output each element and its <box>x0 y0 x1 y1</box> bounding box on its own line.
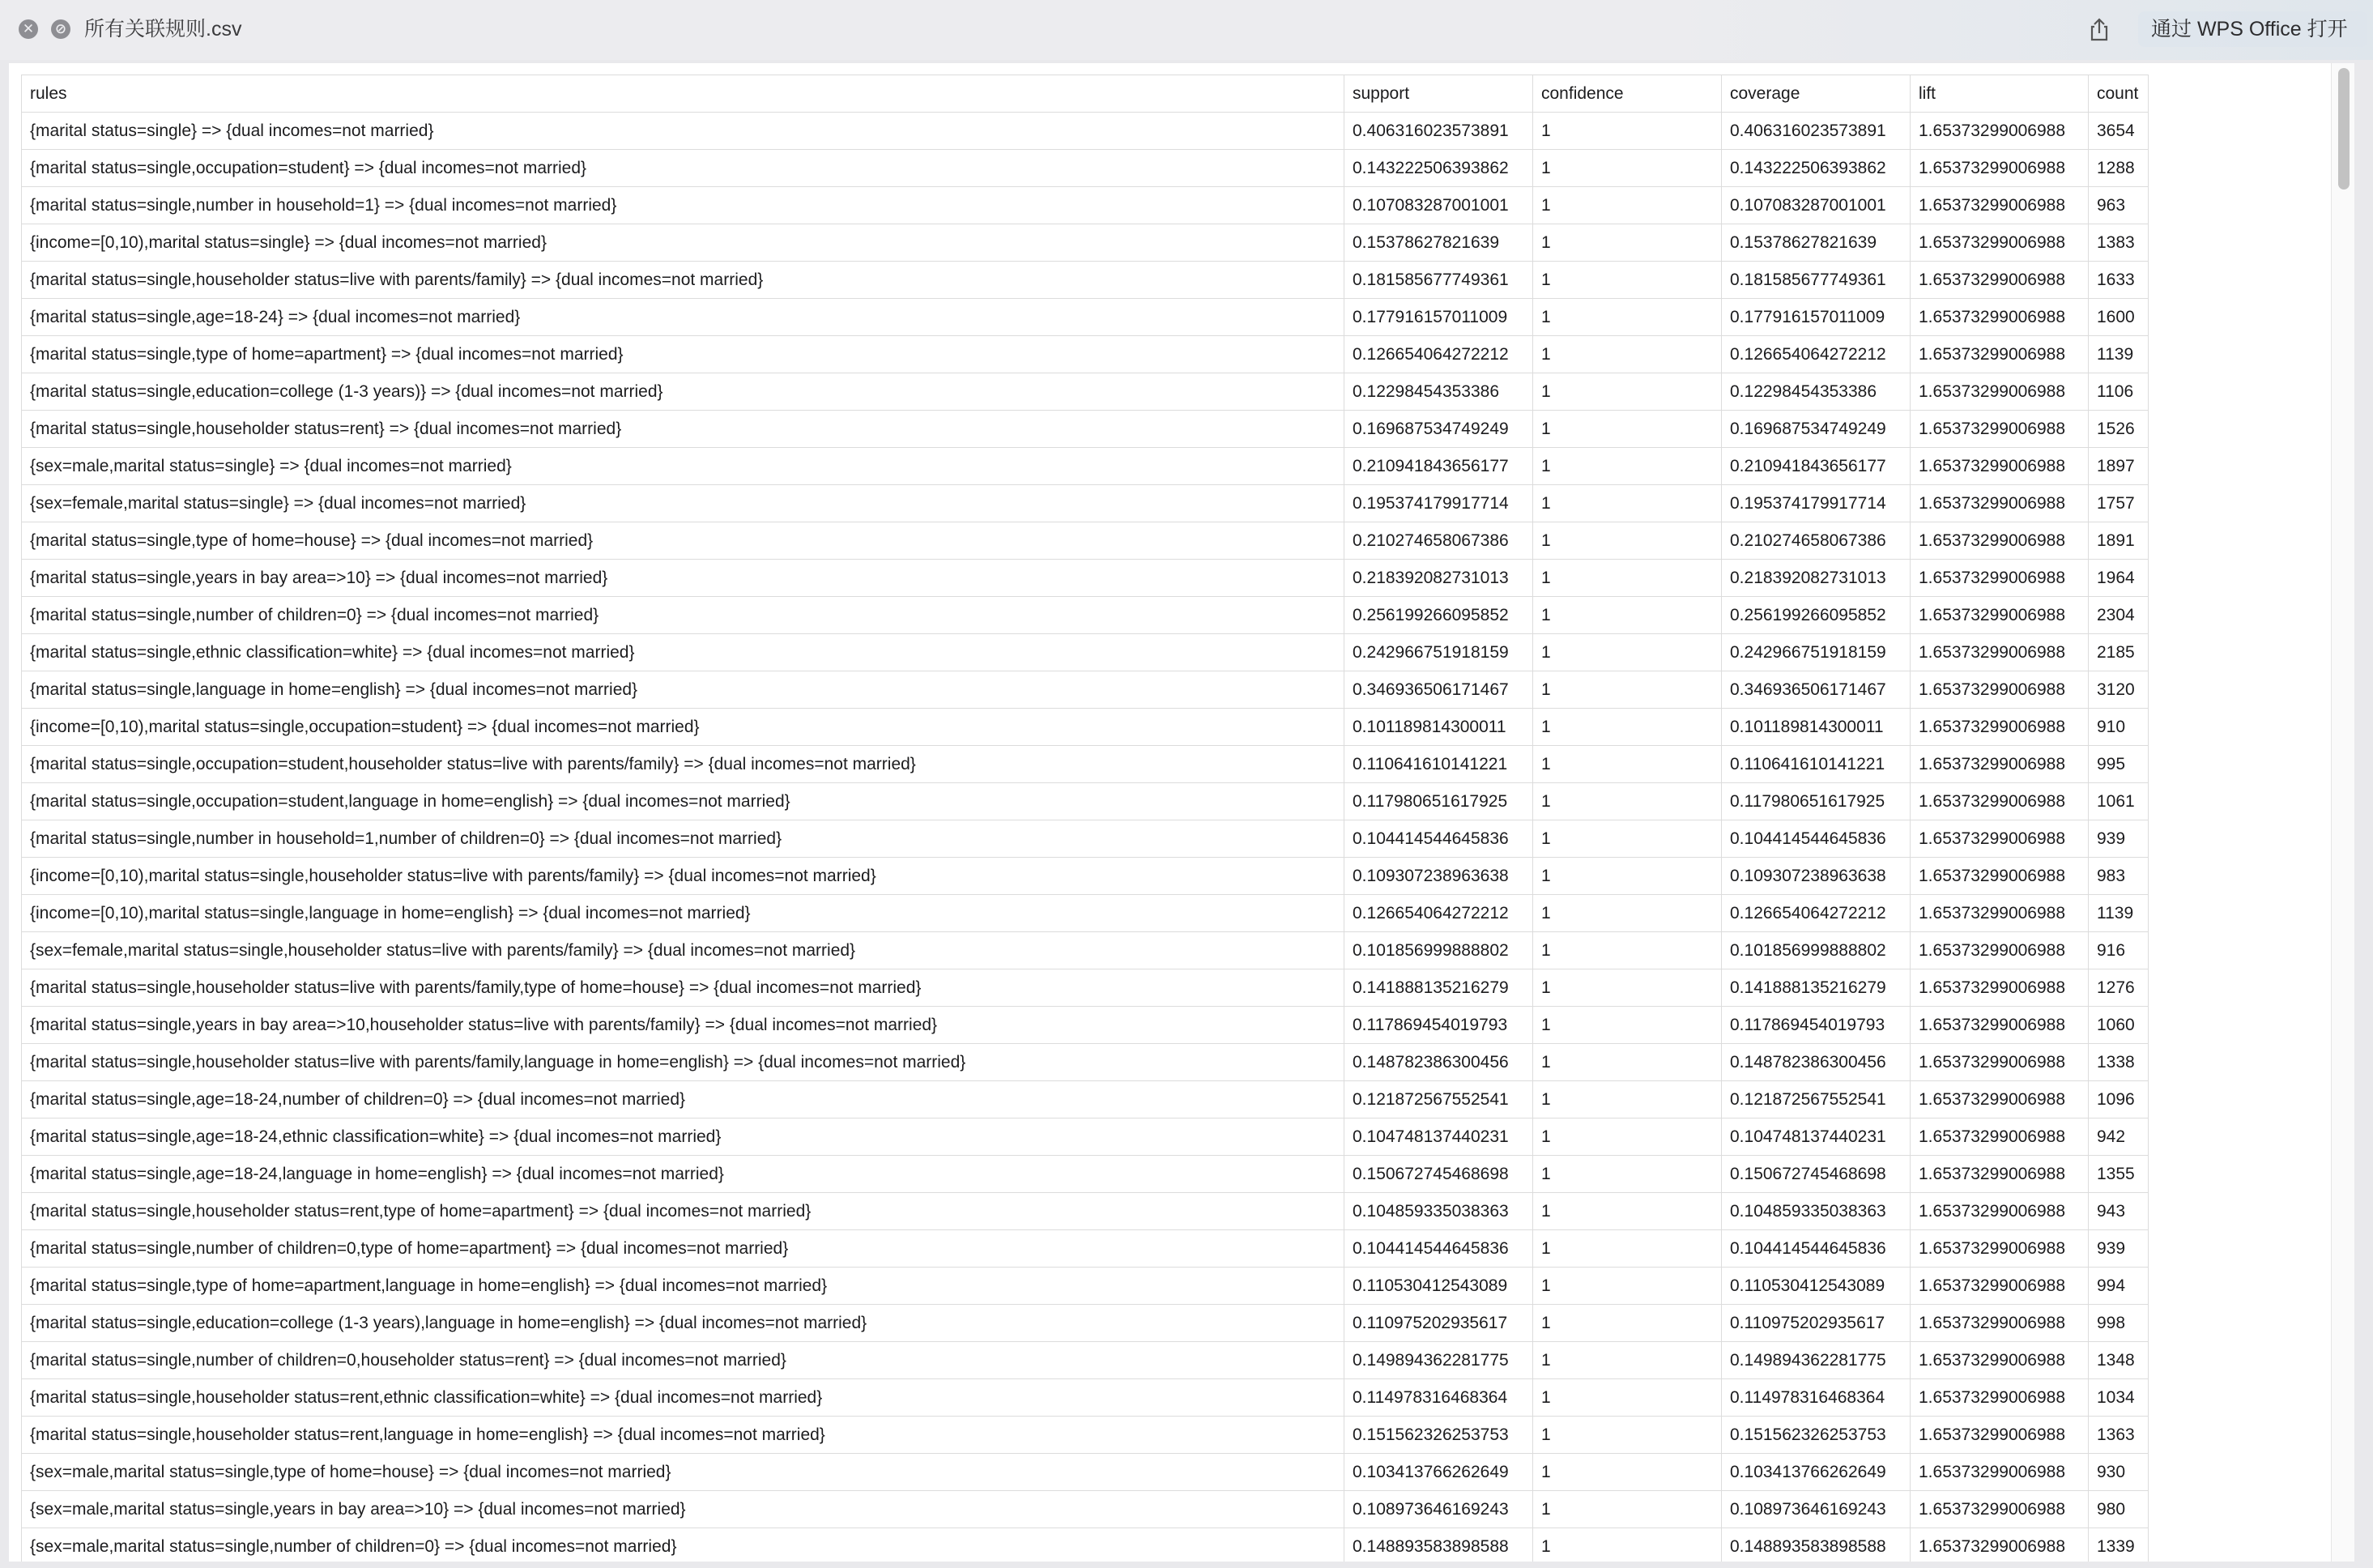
cell-support: 0.101856999888802 <box>1344 932 1533 969</box>
cell-support: 0.148893583898588 <box>1344 1528 1533 1562</box>
cell-rules: {marital status=single,householder status=rent} => {dual incomes=not married} <box>22 411 1344 448</box>
table-row <box>22 1491 2149 1528</box>
cell-coverage: 0.104859335038363 <box>1722 1193 1911 1230</box>
table-row <box>22 1230 2149 1268</box>
table-row <box>22 262 2149 299</box>
cell-coverage: 0.117869454019793 <box>1722 1007 1911 1044</box>
cell-support: 0.15378627821639 <box>1344 224 1533 262</box>
cell-confidence: 1 <box>1533 932 1722 969</box>
cell-support: 0.218392082731013 <box>1344 560 1533 597</box>
cell-lift: 1.65373299006988 <box>1911 150 2089 187</box>
cell-lift: 1.65373299006988 <box>1911 224 2089 262</box>
cell-coverage: 0.210274658067386 <box>1722 522 1911 560</box>
cell-count: 980 <box>2089 1491 2149 1528</box>
cell-coverage: 0.181585677749361 <box>1722 262 1911 299</box>
cell-support: 0.210941843656177 <box>1344 448 1533 485</box>
cell-confidence: 1 <box>1533 671 1722 709</box>
cell-lift: 1.65373299006988 <box>1911 262 2089 299</box>
table-row <box>22 932 2149 969</box>
cell-rules: {sex=male,marital status=single} => {dual incomes=not married} <box>22 448 1344 485</box>
cell-count: 1106 <box>2089 373 2149 411</box>
cell-count: 1600 <box>2089 299 2149 336</box>
cell-coverage: 0.103413766262649 <box>1722 1454 1911 1491</box>
cell-count: 1139 <box>2089 895 2149 932</box>
cell-support: 0.107083287001001 <box>1344 187 1533 224</box>
cell-confidence: 1 <box>1533 1230 1722 1268</box>
cell-confidence: 1 <box>1533 336 1722 373</box>
cell-support: 0.104748137440231 <box>1344 1118 1533 1156</box>
cell-count: 916 <box>2089 932 2149 969</box>
cell-count: 994 <box>2089 1268 2149 1305</box>
cell-confidence: 1 <box>1533 783 1722 820</box>
cell-support: 0.148782386300456 <box>1344 1044 1533 1081</box>
cell-count: 930 <box>2089 1454 2149 1491</box>
cell-support: 0.117869454019793 <box>1344 1007 1533 1044</box>
cell-coverage: 0.143222506393862 <box>1722 150 1911 187</box>
cell-coverage: 0.195374179917714 <box>1722 485 1911 522</box>
table-row <box>22 597 2149 634</box>
cell-coverage: 0.141888135216279 <box>1722 969 1911 1007</box>
cell-lift: 1.65373299006988 <box>1911 1007 2089 1044</box>
cell-lift: 1.65373299006988 <box>1911 187 2089 224</box>
cell-count: 1338 <box>2089 1044 2149 1081</box>
table-row <box>22 448 2149 485</box>
cell-support: 0.151562326253753 <box>1344 1417 1533 1454</box>
cell-count: 2304 <box>2089 597 2149 634</box>
table-row <box>22 411 2149 448</box>
cell-confidence: 1 <box>1533 560 1722 597</box>
cell-rules: {marital status=single,age=18-24,number of children=0} => {dual incomes=not married} <box>22 1081 1344 1118</box>
cell-coverage: 0.218392082731013 <box>1722 560 1911 597</box>
cell-lift: 1.65373299006988 <box>1911 1081 2089 1118</box>
cell-support: 0.114978316468364 <box>1344 1379 1533 1417</box>
cell-coverage: 0.104414544645836 <box>1722 1230 1911 1268</box>
cell-count: 995 <box>2089 746 2149 783</box>
cell-support: 0.177916157011009 <box>1344 299 1533 336</box>
cell-confidence: 1 <box>1533 858 1722 895</box>
cell-coverage: 0.126654064272212 <box>1722 895 1911 932</box>
cell-rules: {marital status=single,years in bay area=>10,householder status=live with parents/family} => {dual incomes=not married} <box>22 1007 1344 1044</box>
cell-lift: 1.65373299006988 <box>1911 1268 2089 1305</box>
cell-rules: {marital status=single} => {dual incomes=not married} <box>22 113 1344 150</box>
cell-coverage: 0.110641610141221 <box>1722 746 1911 783</box>
cell-count: 1339 <box>2089 1528 2149 1562</box>
cell-support: 0.406316023573891 <box>1344 113 1533 150</box>
cell-rules: {sex=male,marital status=single,number of children=0} => {dual incomes=not married} <box>22 1528 1344 1562</box>
cell-coverage: 0.107083287001001 <box>1722 187 1911 224</box>
window-title: 所有关联规则.csv <box>84 18 242 40</box>
table-row <box>22 485 2149 522</box>
cell-support: 0.210274658067386 <box>1344 522 1533 560</box>
cell-support: 0.149894362281775 <box>1344 1342 1533 1379</box>
table-row <box>22 783 2149 820</box>
cell-count: 939 <box>2089 1230 2149 1268</box>
cell-coverage: 0.126654064272212 <box>1722 336 1911 373</box>
table-row <box>22 1156 2149 1193</box>
close-icon[interactable]: ✕ <box>19 19 38 39</box>
cell-lift: 1.65373299006988 <box>1911 113 2089 150</box>
column-header-count: count <box>2089 75 2149 113</box>
table-row <box>22 1118 2149 1156</box>
cell-lift: 1.65373299006988 <box>1911 299 2089 336</box>
table-row <box>22 895 2149 932</box>
cell-confidence: 1 <box>1533 150 1722 187</box>
cell-rules: {marital status=single,householder status=rent,ethnic classification=white} => {dual incomes=not married} <box>22 1379 1344 1417</box>
cell-lift: 1.65373299006988 <box>1911 1379 2089 1417</box>
table-row <box>22 1268 2149 1305</box>
cell-rules: {marital status=single,years in bay area=>10} => {dual incomes=not married} <box>22 560 1344 597</box>
cell-confidence: 1 <box>1533 1379 1722 1417</box>
rules-table <box>21 75 2149 1562</box>
share-icon[interactable] <box>2083 13 2115 45</box>
cell-lift: 1.65373299006988 <box>1911 1044 2089 1081</box>
cell-confidence: 1 <box>1533 1342 1722 1379</box>
cell-rules: {marital status=single,education=college (1-3 years),language in home=english} => {dual incomes=not married} <box>22 1305 1344 1342</box>
cell-lift: 1.65373299006988 <box>1911 820 2089 858</box>
cell-rules: {marital status=single,number in household=1,number of children=0} => {dual incomes=not married} <box>22 820 1344 858</box>
cell-count: 1348 <box>2089 1342 2149 1379</box>
cell-confidence: 1 <box>1533 1044 1722 1081</box>
cell-coverage: 0.177916157011009 <box>1722 299 1911 336</box>
cell-rules: {marital status=single,ethnic classification=white} => {dual incomes=not married} <box>22 634 1344 671</box>
cell-count: 1964 <box>2089 560 2149 597</box>
cell-confidence: 1 <box>1533 187 1722 224</box>
column-header-confidence: confidence <box>1533 75 1722 113</box>
cell-rules: {marital status=single,occupation=student,language in home=english} => {dual incomes=not married} <box>22 783 1344 820</box>
cell-coverage: 0.149894362281775 <box>1722 1342 1911 1379</box>
cell-lift: 1.65373299006988 <box>1911 1156 2089 1193</box>
cell-lift: 1.65373299006988 <box>1911 336 2089 373</box>
cell-support: 0.104414544645836 <box>1344 820 1533 858</box>
cell-support: 0.242966751918159 <box>1344 634 1533 671</box>
cell-count: 3120 <box>2089 671 2149 709</box>
csv-preview[interactable] <box>9 63 2354 1562</box>
cell-count: 1891 <box>2089 522 2149 560</box>
cell-coverage: 0.242966751918159 <box>1722 634 1911 671</box>
cell-lift: 1.65373299006988 <box>1911 1193 2089 1230</box>
cell-lift: 1.65373299006988 <box>1911 1528 2089 1562</box>
cell-count: 1757 <box>2089 485 2149 522</box>
cell-lift: 1.65373299006988 <box>1911 634 2089 671</box>
cell-rules: {marital status=single,householder status=live with parents/family} => {dual incomes=not married} <box>22 262 1344 299</box>
cell-count: 1897 <box>2089 448 2149 485</box>
open-with-wps-button[interactable]: 通过 WPS Office 打开 <box>2138 11 2367 47</box>
cell-rules: {marital status=single,age=18-24,ethnic classification=white} => {dual incomes=not married} <box>22 1118 1344 1156</box>
column-header-rules: rules <box>22 75 1344 113</box>
cell-rules: {marital status=single,householder status=live with parents/family,type of home=house} => {dual incomes=not married} <box>22 969 1344 1007</box>
cell-confidence: 1 <box>1533 262 1722 299</box>
cell-confidence: 1 <box>1533 746 1722 783</box>
cell-rules: {income=[0,10),marital status=single,language in home=english} => {dual incomes=not married} <box>22 895 1344 932</box>
cell-support: 0.103413766262649 <box>1344 1454 1533 1491</box>
cell-confidence: 1 <box>1533 1118 1722 1156</box>
cell-rules: {marital status=single,type of home=apartment,language in home=english} => {dual incomes=not married} <box>22 1268 1344 1305</box>
cell-support: 0.126654064272212 <box>1344 895 1533 932</box>
cell-lift: 1.65373299006988 <box>1911 932 2089 969</box>
cell-confidence: 1 <box>1533 709 1722 746</box>
cell-support: 0.346936506171467 <box>1344 671 1533 709</box>
table-row <box>22 187 2149 224</box>
cell-support: 0.143222506393862 <box>1344 150 1533 187</box>
header-row <box>22 75 2149 113</box>
cell-support: 0.12298454353386 <box>1344 373 1533 411</box>
cell-support: 0.110975202935617 <box>1344 1305 1533 1342</box>
cell-lift: 1.65373299006988 <box>1911 522 2089 560</box>
table-row <box>22 560 2149 597</box>
cell-support: 0.110641610141221 <box>1344 746 1533 783</box>
cell-coverage: 0.406316023573891 <box>1722 113 1911 150</box>
cell-coverage: 0.346936506171467 <box>1722 671 1911 709</box>
cell-coverage: 0.150672745468698 <box>1722 1156 1911 1193</box>
cell-support: 0.121872567552541 <box>1344 1081 1533 1118</box>
cell-coverage: 0.148893583898588 <box>1722 1528 1911 1562</box>
cell-lift: 1.65373299006988 <box>1911 448 2089 485</box>
table-row <box>22 113 2149 150</box>
cell-lift: 1.65373299006988 <box>1911 895 2089 932</box>
cell-count: 1139 <box>2089 336 2149 373</box>
cell-rules: {marital status=single,number of children=0} => {dual incomes=not married} <box>22 597 1344 634</box>
cell-coverage: 0.101189814300011 <box>1722 709 1911 746</box>
cell-confidence: 1 <box>1533 1454 1722 1491</box>
cell-confidence: 1 <box>1533 1305 1722 1342</box>
cell-confidence: 1 <box>1533 597 1722 634</box>
cell-confidence: 1 <box>1533 373 1722 411</box>
cell-support: 0.104414544645836 <box>1344 1230 1533 1268</box>
table-row <box>22 1044 2149 1081</box>
cell-rules: {income=[0,10),marital status=single,householder status=live with parents/family} => {dual incomes=not married} <box>22 858 1344 895</box>
cell-coverage: 0.151562326253753 <box>1722 1417 1911 1454</box>
table-row <box>22 1342 2149 1379</box>
table-body <box>22 113 2149 1562</box>
cell-coverage: 0.104748137440231 <box>1722 1118 1911 1156</box>
cell-coverage: 0.109307238963638 <box>1722 858 1911 895</box>
cell-lift: 1.65373299006988 <box>1911 858 2089 895</box>
cell-count: 1526 <box>2089 411 2149 448</box>
cell-lift: 1.65373299006988 <box>1911 1491 2089 1528</box>
cell-count: 1383 <box>2089 224 2149 262</box>
cell-rules: {marital status=single,occupation=student} => {dual incomes=not married} <box>22 150 1344 187</box>
cell-rules: {marital status=single,householder status=live with parents/family,language in home=english} => {dual incomes=not married} <box>22 1044 1344 1081</box>
cell-confidence: 1 <box>1533 895 1722 932</box>
table-row <box>22 1193 2149 1230</box>
cell-count: 983 <box>2089 858 2149 895</box>
cell-count: 910 <box>2089 709 2149 746</box>
table-row <box>22 1007 2149 1044</box>
cell-rules: {marital status=single,householder status=rent,language in home=english} => {dual incomes=not married} <box>22 1417 1344 1454</box>
cell-count: 1060 <box>2089 1007 2149 1044</box>
cell-count: 1363 <box>2089 1417 2149 1454</box>
cell-count: 1288 <box>2089 150 2149 187</box>
cell-rules: {marital status=single,number in household=1} => {dual incomes=not married} <box>22 187 1344 224</box>
cell-count: 2185 <box>2089 634 2149 671</box>
cell-count: 1633 <box>2089 262 2149 299</box>
scrollbar-thumb[interactable] <box>2338 68 2350 190</box>
cell-lift: 1.65373299006988 <box>1911 1230 2089 1268</box>
cell-confidence: 1 <box>1533 1528 1722 1562</box>
cell-lift: 1.65373299006988 <box>1911 1342 2089 1379</box>
cell-confidence: 1 <box>1533 1193 1722 1230</box>
cell-rules: {marital status=single,occupation=student,householder status=live with parents/family} => {dual incomes=not married} <box>22 746 1344 783</box>
block-icon[interactable]: ⊘ <box>51 19 70 39</box>
cell-count: 1034 <box>2089 1379 2149 1417</box>
cell-confidence: 1 <box>1533 634 1722 671</box>
cell-rules: {marital status=single,language in home=english} => {dual incomes=not married} <box>22 671 1344 709</box>
cell-coverage: 0.110530412543089 <box>1722 1268 1911 1305</box>
cell-confidence: 1 <box>1533 485 1722 522</box>
cell-lift: 1.65373299006988 <box>1911 1305 2089 1342</box>
cell-confidence: 1 <box>1533 113 1722 150</box>
cell-count: 1096 <box>2089 1081 2149 1118</box>
cell-lift: 1.65373299006988 <box>1911 597 2089 634</box>
cell-lift: 1.65373299006988 <box>1911 783 2089 820</box>
cell-count: 1061 <box>2089 783 2149 820</box>
cell-confidence: 1 <box>1533 522 1722 560</box>
cell-coverage: 0.12298454353386 <box>1722 373 1911 411</box>
cell-confidence: 1 <box>1533 299 1722 336</box>
column-header-support: support <box>1344 75 1533 113</box>
table-row <box>22 224 2149 262</box>
cell-support: 0.169687534749249 <box>1344 411 1533 448</box>
cell-lift: 1.65373299006988 <box>1911 485 2089 522</box>
cell-support: 0.101189814300011 <box>1344 709 1533 746</box>
table-row <box>22 709 2149 746</box>
table-row <box>22 336 2149 373</box>
cell-count: 963 <box>2089 187 2149 224</box>
cell-count: 3654 <box>2089 113 2149 150</box>
table-row <box>22 522 2149 560</box>
cell-coverage: 0.169687534749249 <box>1722 411 1911 448</box>
cell-coverage: 0.15378627821639 <box>1722 224 1911 262</box>
cell-confidence: 1 <box>1533 224 1722 262</box>
cell-lift: 1.65373299006988 <box>1911 969 2089 1007</box>
cell-confidence: 1 <box>1533 1156 1722 1193</box>
cell-rules: {marital status=single,age=18-24,language in home=english} => {dual incomes=not married} <box>22 1156 1344 1193</box>
cell-coverage: 0.210941843656177 <box>1722 448 1911 485</box>
cell-count: 939 <box>2089 820 2149 858</box>
cell-lift: 1.65373299006988 <box>1911 560 2089 597</box>
cell-lift: 1.65373299006988 <box>1911 671 2089 709</box>
cell-support: 0.256199266095852 <box>1344 597 1533 634</box>
cell-rules: {marital status=single,householder status=rent,type of home=apartment} => {dual incomes=not married} <box>22 1193 1344 1230</box>
table-row <box>22 150 2149 187</box>
cell-count: 943 <box>2089 1193 2149 1230</box>
cell-coverage: 0.121872567552541 <box>1722 1081 1911 1118</box>
cell-lift: 1.65373299006988 <box>1911 1417 2089 1454</box>
cell-rules: {sex=female,marital status=single} => {dual incomes=not married} <box>22 485 1344 522</box>
cell-rules: {marital status=single,type of home=house} => {dual incomes=not married} <box>22 522 1344 560</box>
title-bar <box>0 0 2373 60</box>
cell-rules: {sex=female,marital status=single,householder status=live with parents/family} => {dual incomes=not married} <box>22 932 1344 969</box>
cell-rules: {marital status=single,number of children=0,type of home=apartment} => {dual incomes=not married} <box>22 1230 1344 1268</box>
cell-rules: {income=[0,10),marital status=single,occupation=student} => {dual incomes=not married} <box>22 709 1344 746</box>
table-row <box>22 634 2149 671</box>
cell-lift: 1.65373299006988 <box>1911 746 2089 783</box>
cell-count: 1355 <box>2089 1156 2149 1193</box>
table-row <box>22 858 2149 895</box>
cell-coverage: 0.256199266095852 <box>1722 597 1911 634</box>
cell-coverage: 0.104414544645836 <box>1722 820 1911 858</box>
cell-support: 0.150672745468698 <box>1344 1156 1533 1193</box>
cell-support: 0.117980651617925 <box>1344 783 1533 820</box>
table-row <box>22 1379 2149 1417</box>
cell-confidence: 1 <box>1533 411 1722 448</box>
table-row <box>22 820 2149 858</box>
cell-support: 0.109307238963638 <box>1344 858 1533 895</box>
cell-support: 0.110530412543089 <box>1344 1268 1533 1305</box>
cell-rules: {marital status=single,age=18-24} => {dual incomes=not married} <box>22 299 1344 336</box>
cell-rules: {sex=male,marital status=single,years in bay area=>10} => {dual incomes=not married} <box>22 1491 1344 1528</box>
cell-rules: {income=[0,10),marital status=single} => {dual incomes=not married} <box>22 224 1344 262</box>
cell-confidence: 1 <box>1533 820 1722 858</box>
cell-rules: {sex=male,marital status=single,type of home=house} => {dual incomes=not married} <box>22 1454 1344 1491</box>
cell-confidence: 1 <box>1533 448 1722 485</box>
cell-confidence: 1 <box>1533 1268 1722 1305</box>
cell-count: 942 <box>2089 1118 2149 1156</box>
table-row <box>22 1417 2149 1454</box>
cell-confidence: 1 <box>1533 1081 1722 1118</box>
cell-coverage: 0.114978316468364 <box>1722 1379 1911 1417</box>
table-row <box>22 1528 2149 1562</box>
cell-count: 1276 <box>2089 969 2149 1007</box>
cell-support: 0.108973646169243 <box>1344 1491 1533 1528</box>
cell-lift: 1.65373299006988 <box>1911 1454 2089 1491</box>
cell-support: 0.126654064272212 <box>1344 336 1533 373</box>
cell-rules: {marital status=single,type of home=apartment} => {dual incomes=not married} <box>22 336 1344 373</box>
cell-support: 0.104859335038363 <box>1344 1193 1533 1230</box>
cell-coverage: 0.110975202935617 <box>1722 1305 1911 1342</box>
cell-lift: 1.65373299006988 <box>1911 411 2089 448</box>
cell-coverage: 0.148782386300456 <box>1722 1044 1911 1081</box>
cell-confidence: 1 <box>1533 1007 1722 1044</box>
cell-rules: {marital status=single,number of children=0,householder status=rent} => {dual incomes=not married} <box>22 1342 1344 1379</box>
cell-lift: 1.65373299006988 <box>1911 1118 2089 1156</box>
table-row <box>22 1081 2149 1118</box>
table-row <box>22 299 2149 336</box>
cell-coverage: 0.101856999888802 <box>1722 932 1911 969</box>
cell-confidence: 1 <box>1533 1491 1722 1528</box>
cell-support: 0.141888135216279 <box>1344 969 1533 1007</box>
cell-confidence: 1 <box>1533 1417 1722 1454</box>
cell-rules: {marital status=single,education=college (1-3 years)} => {dual incomes=not married} <box>22 373 1344 411</box>
table-row <box>22 1305 2149 1342</box>
cell-coverage: 0.108973646169243 <box>1722 1491 1911 1528</box>
cell-confidence: 1 <box>1533 969 1722 1007</box>
cell-coverage: 0.117980651617925 <box>1722 783 1911 820</box>
cell-support: 0.195374179917714 <box>1344 485 1533 522</box>
table-row <box>22 746 2149 783</box>
column-header-lift: lift <box>1911 75 2089 113</box>
table-row <box>22 373 2149 411</box>
cell-lift: 1.65373299006988 <box>1911 709 2089 746</box>
cell-lift: 1.65373299006988 <box>1911 373 2089 411</box>
table-row <box>22 671 2149 709</box>
cell-count: 998 <box>2089 1305 2149 1342</box>
table-row <box>22 969 2149 1007</box>
table-row <box>22 1454 2149 1491</box>
cell-support: 0.181585677749361 <box>1344 262 1533 299</box>
column-header-coverage: coverage <box>1722 75 1911 113</box>
vertical-scrollbar[interactable] <box>2331 63 2354 1562</box>
